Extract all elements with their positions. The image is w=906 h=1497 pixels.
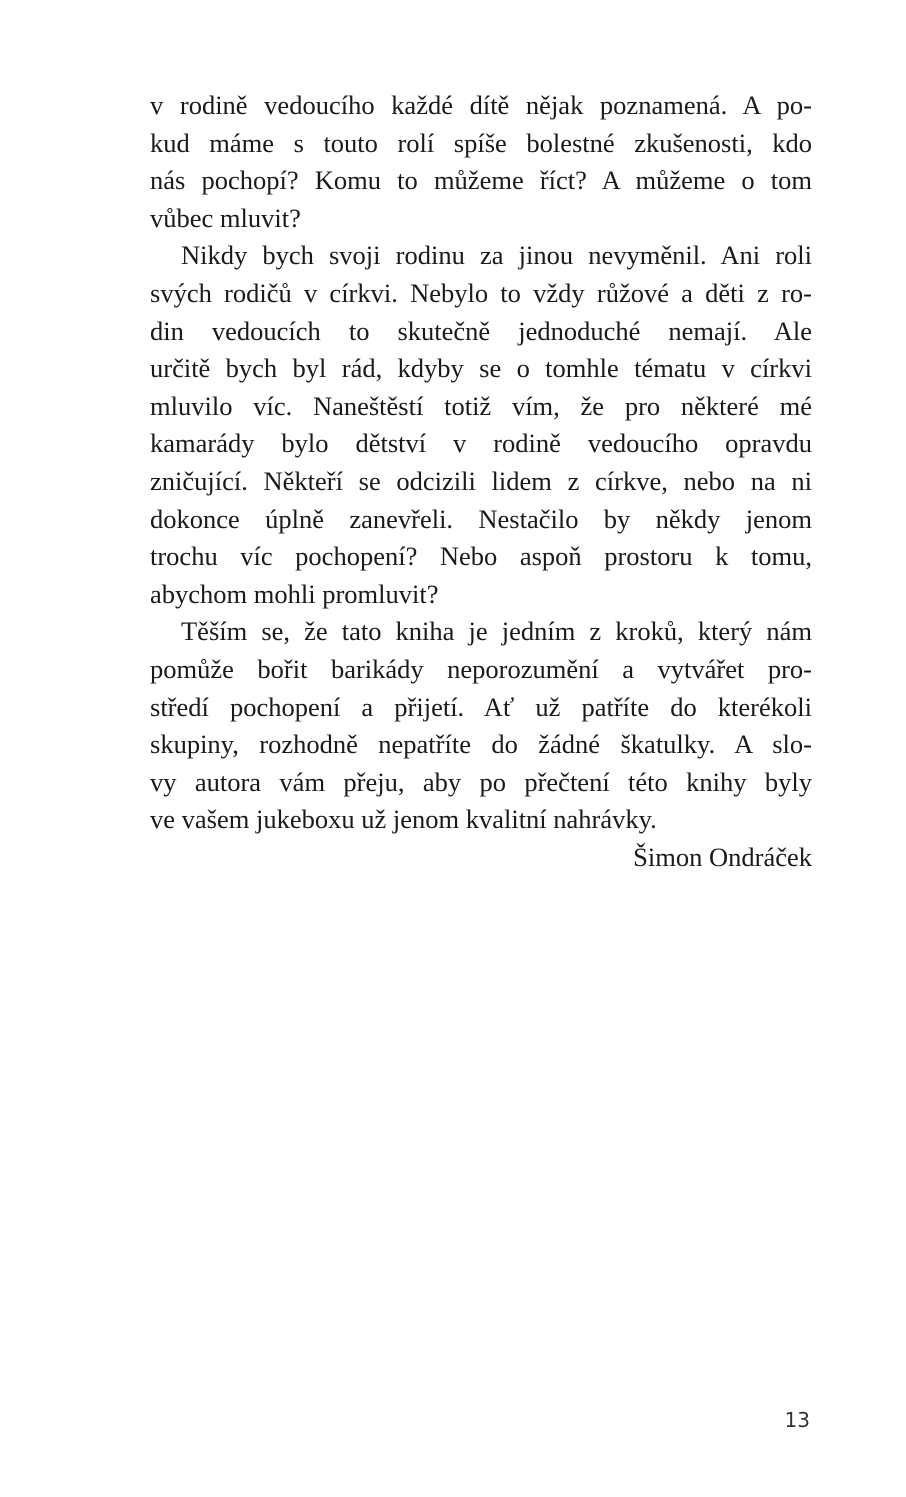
text-line: zničující. Někteří se odcizili lidem z církve, nebo na ni (150, 465, 812, 496)
text-line: vy autora vám přeju, aby po přečtení této knihy byly (150, 766, 812, 797)
text-line: určitě bych byl rád, kdyby se o tomhle tématu v církvi (150, 353, 812, 384)
text-line: v rodině vedoucího každé dítě nějak poznamená. A po- (150, 90, 812, 120)
author-signature: Šimon Ondráček (633, 841, 812, 872)
text-line: Nikdy bych svoji rodinu za jinou nevyměnil. Ani roli (181, 240, 812, 271)
page-number: 13 (784, 1408, 810, 1432)
text-line: Těším se, že tato kniha je jedním z kroků, který nám (181, 616, 812, 647)
text-line: nás pochopí? Komu to můžeme říct? A můžeme o tom (150, 165, 812, 196)
text-line: ve vašem jukeboxu už jenom kvalitní nahrávky. (150, 804, 657, 835)
text-line: svých rodičů v církvi. Nebylo to vždy růžové a děti z ro- (150, 277, 812, 308)
text-line: pomůže bořit barikády neporozumění a vytvářet pro- (150, 653, 812, 684)
text-line: vůbec mluvit? (150, 202, 301, 233)
text-line: středí pochopení a přijetí. Ať už patříte do kterékoli (150, 691, 812, 722)
text-line: kamarády bylo dětství v rodině vedoucího opravdu (150, 428, 812, 459)
paragraph-2 (150, 237, 812, 613)
paragraph-1 (150, 87, 812, 237)
text-line: din vedoucích to skutečně jednoduché nemají. Ale (150, 315, 812, 346)
text-line: kud máme s touto rolí spíše bolestné zkušenosti, kdo (150, 127, 812, 158)
text-line: mluvilo víc. Naneštěstí totiž vím, že pro některé mé (150, 390, 812, 421)
text-line: skupiny, rozhodně nepatříte do žádné škatulky. A slo- (150, 729, 812, 760)
text-line: abychom mohli promluvit? (150, 578, 439, 609)
paragraph-3 (150, 613, 812, 839)
text-line: trochu víc pochopení? Nebo aspoň prostoru k tomu, (150, 541, 812, 572)
body-text (150, 87, 812, 876)
text-line: dokonce úplně zanevřeli. Nestačilo by někdy jenom (150, 503, 812, 534)
